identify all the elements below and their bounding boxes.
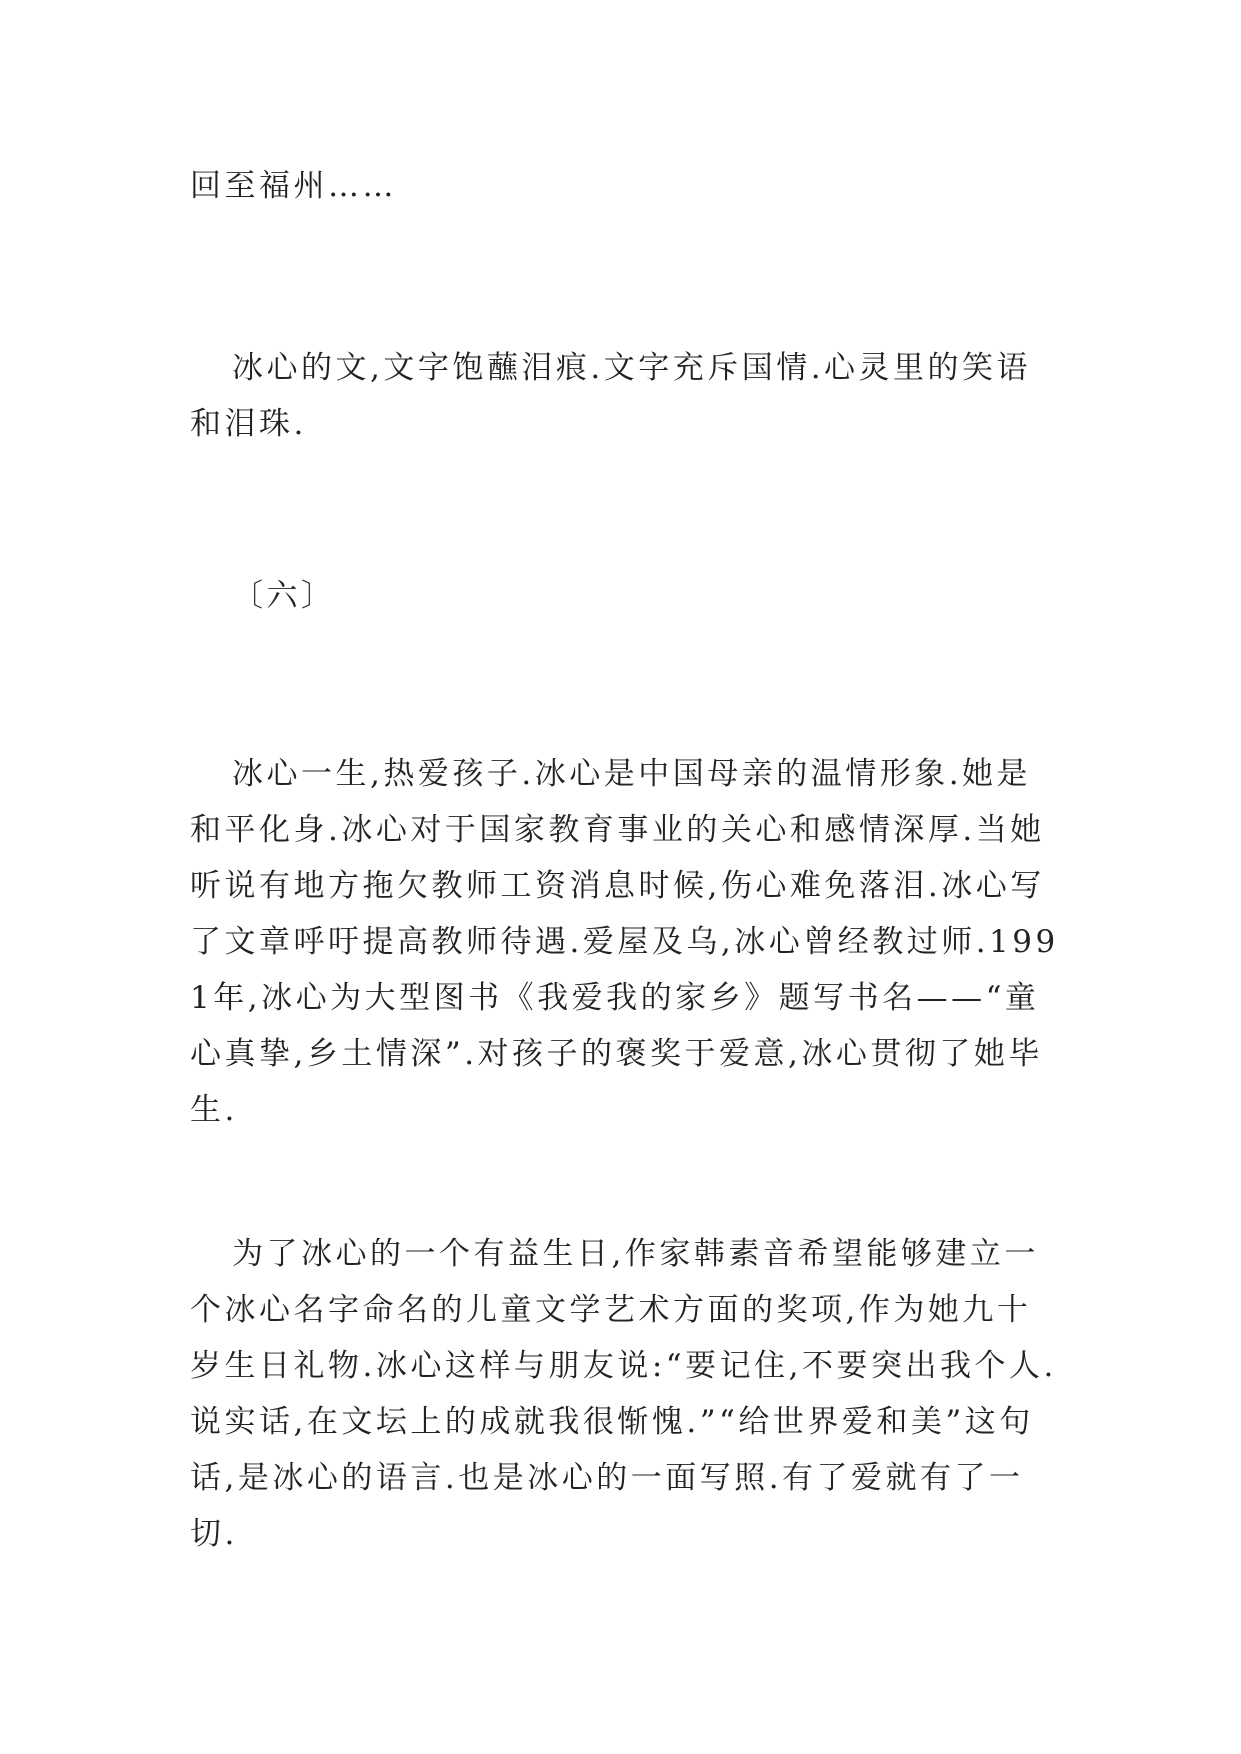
paragraph-2: 冰心一生,热爱孩子.冰心是中国母亲的温情形象.她是和平化身.冰心对于国家教育事业的关心和感情深厚.当她听说有地方拖欠教师工资消息时候,伤心难免落泪.冰心写了文章呼吁提高教师待遇.爱屋及乌,冰心曾经教过师.1991年,冰心为大型图书《我爱我的家乡》题写书名——“童心真挚,乡土情深”.对孩子的褒奖于爱意,冰心贯彻了她毕生. — [190, 756, 1059, 1128]
paragraph-1: 冰心的文,文字饱蘸泪痕.文字充斥国情.心灵里的笑语和泪珠. — [190, 350, 1032, 442]
section-heading: 〔六〕 — [232, 578, 336, 614]
paragraph-3: 为了冰心的一个有益生日,作家韩素音希望能够建立一个冰心名字命名的儿童文学艺术方面的奖项,作为她九十岁生日礼物.冰心这样与朋友说:“要记住,不要突出我个人.说实话,在文坛上的成就我很惭愧.”“给世界爱和美”这句话,是冰心的语言.也是冰心的一面写照.有了爱就有了一切. — [190, 1236, 1057, 1552]
continuation-text: 回至福州…… — [190, 168, 397, 204]
